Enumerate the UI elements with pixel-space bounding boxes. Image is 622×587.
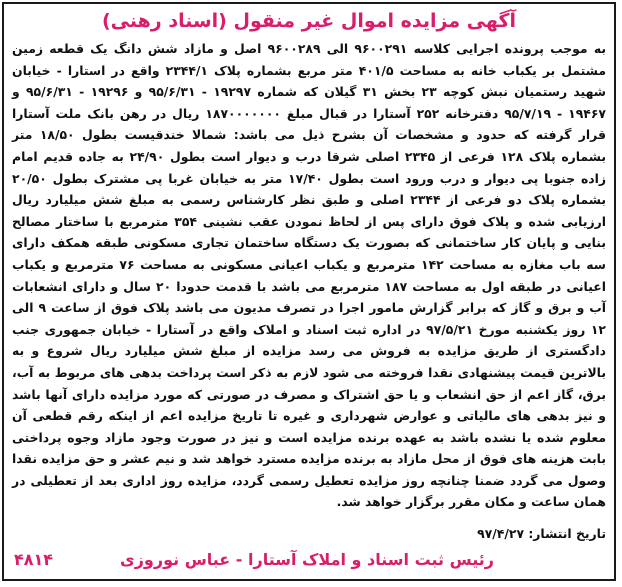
notice-body-text: به موجب پرونده اجرایی کلاسه ۹۶۰۰۲۹۱ الی ۹۶۰۰۲۸۹ اصل و مازاد شش دانگ یک قطعه زمین مشتمل بر یکباب خانه به مساحت ۴۰۱/۵ متر مربع بشماره پلاک ۲۳۴۴/۱ واقع در استارا - خیابان شهید رستمیان نبش کوچه ۲۳ بخش ۳۱ گیلان که شماره ۱۹۲۹۷ - ۹۵/۶/۳۱ و ۱۹۲۹۶ - ۹۵/۶/۳۱ و ۱۹۴۶۷ - ۹۵/۷/۱۹ دفترخانه ۲۵۲ آستارا در قبال مبلغ ۱۸۷۰۰۰۰۰۰۰ ریال در رهن بانک ملت آستارا قرار گرفته که حدود و مشخصات آن بشرح ذیل می باشد: شمالا خندقیست بطول ۱۸/۵۰ متر بشماره پلاک ۱۲۸ فرعی از ۲۳۴۵ اصلی شرقا درب و دیوار است بطول ۲۴/۹۰ به جاده قدیم امام زاده جنوبا پی دیوار و درب ورود است بطول ۱۷/۴۰ متر به خیابان غربا پی مشترک بطول ۲۰/۵۰ بشماره پلاک دو فرعی از ۲۳۴۴ اصلی و طبق نظر کارشناس رسمی به مبلغ شش میلیارد ریال ارزیابی شده و پلاک فوق دارای پس از لحاظ نمودن عقب نشینی ۳۵۴ مترمربع با ساختار مصالح بنایی و پایان کار ساختمانی که بصورت یک دستگاه ساختمان تجاری مسکونی طبقه همکف دارای سه باب مغازه به مساحت ۱۴۲ مترمربع و یکباب اعیانی مسکونی به مساحت ۷۶ مترمربع و یکباب اعیانی در طبقه اول به مساحت ۱۸۷ مترمربع می باشد با قدمت حدودا ۲۰ سال و دارای انشعابات آب و برق و گاز که برابر گزارش مامور اجرا در تصرف مدیون می باشد پلاک فوق از ساعت ۹ الی ۱۲ روز یکشنبه مورخ ۹۷/۵/۲۱ در اداره ثبت اسناد و املاک واقع در آستارا - خیابان جمهوری جنب دادگستری از طریق مزایده به فروش می رسد مزایده از مبلغ شش میلیارد ریال شروع و به بالاترین قیمت پیشنهادی نقدا فروخته می شود لازم به ذکر است پرداخت بدهی های مربوط به آب، برق، گاز اعم از حق انشعاب و یا حق اشتراک و مصرف در صورتی که مورد مزایده دارای آنها باشد و نیز بدهی های مالیاتی و عوارض شهرداری و غیره تا تاریخ مزایده اعم از اینکه رقم قطعی آن معلوم شده یا نشده باشد به عهده برنده مزایده است و نیز در صورت وجود مازاد وجوه پرداختی بابت هزینه های فوق از محل مازاد به برنده مزایده مسترد خواهد شد و نیم عشر و حق مزایده نقدا وصول می گردد ضمنا چنانچه روز مزایده تعطیل رسمی گردد، مزایده روز اداری بعد از تعطیلی در همان ساعت و مکان مقرر برگزار خواهد شد. [12, 41, 607, 510]
publication-date: تاریخ انتشار: ۹۷/۴/۲۷ [477, 526, 606, 541]
notice-title: آگهی مزایده اموال غیر منقول (اسناد رهنی) [101, 10, 517, 32]
notice-body [12, 38, 606, 513]
notice-frame [2, 2, 616, 581]
signature-line: رئیس ثبت اسناد و املاک آستارا - عباس نوروزی [120, 550, 494, 569]
notice-code: ۴۸۱۴ [14, 550, 54, 569]
